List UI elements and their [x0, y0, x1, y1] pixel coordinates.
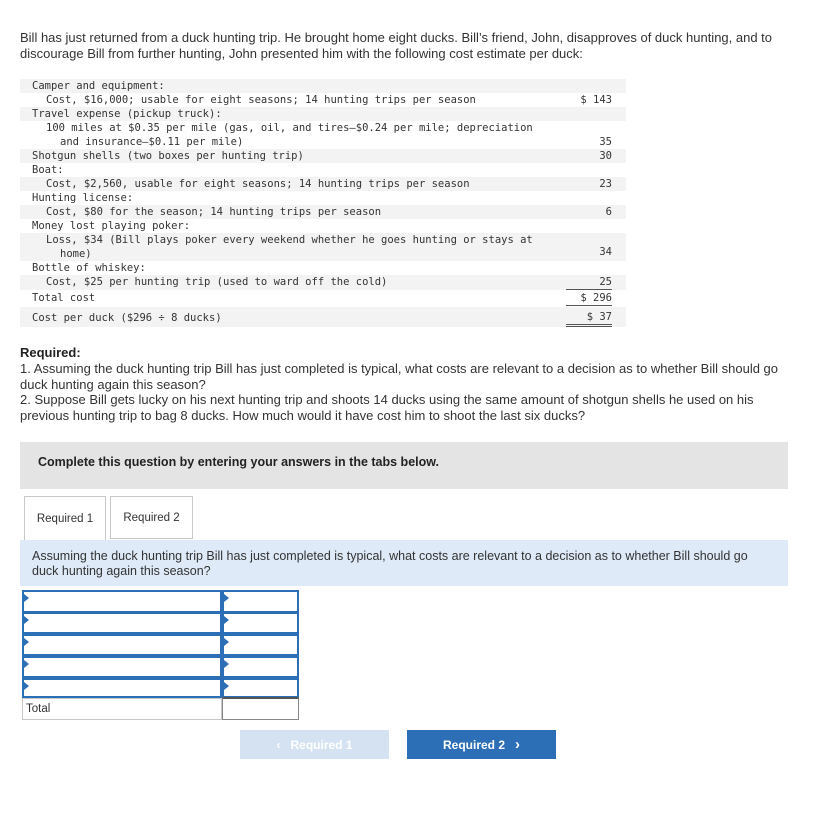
next-required-2-button[interactable]: [407, 730, 556, 759]
shells-value: 30: [599, 150, 612, 162]
problem-intro: Bill has just returned from a duck hunting trip. He brought home eight ducks. Bill’s friend, John, disapproves of duck hunting, and to discourage Bill from further hunting, John presented him with the following cost estimate per duck:: [20, 30, 773, 61]
next-button-label: Required 2: [442, 737, 505, 752]
boat-label: Boat:: [32, 164, 64, 176]
tab-required-1[interactable]: Required 1: [24, 496, 106, 540]
chevron-left-icon: ‹: [276, 737, 281, 752]
answer-label-input-2[interactable]: [22, 612, 222, 634]
dropdown-flag-icon: [24, 638, 29, 646]
answer-label-input-3[interactable]: [22, 634, 222, 656]
camper-value: $ 143: [580, 94, 612, 106]
table-row: [20, 290, 626, 307]
dropdown-flag-icon: [24, 616, 29, 624]
answer-value-input-2[interactable]: [222, 612, 299, 634]
total-row-label: Total: [22, 698, 222, 720]
dropdown-flag-icon: [224, 682, 229, 690]
required-question-1: 1. Assuming the duck hunting trip Bill has just completed is typical, what costs are relevant to a decision as to whether Bill should go duck hunting again this season?: [20, 361, 779, 392]
camper-detail: Cost, $16,000; usable for eight seasons; 14 hunting trips per season: [46, 94, 476, 106]
dropdown-flag-icon: [224, 616, 229, 624]
license-value: 6: [605, 206, 612, 218]
table-row: [20, 205, 626, 219]
license-label: Hunting license:: [32, 192, 134, 204]
table-row: [20, 107, 626, 121]
whiskey-label: Bottle of whiskey:: [32, 262, 146, 274]
required-question-2: 2. Suppose Bill gets lucky on his next hunting trip and shoots 14 ducks using the same amount of shotgun shells he used on his previous hunting trip to bag 8 ducks. How much would it have cost him to shoot the last six ducks?: [20, 392, 754, 423]
answer-value-input-3[interactable]: [222, 634, 299, 656]
table-row: [20, 233, 626, 261]
table-row: [20, 93, 626, 107]
table-row: [20, 261, 626, 275]
dropdown-flag-icon: [224, 660, 229, 668]
table-row: [20, 149, 626, 163]
shells-label: Shotgun shells (two boxes per hunting trip): [32, 150, 304, 162]
table-row: [20, 307, 626, 327]
table-row: [20, 121, 626, 149]
cost-estimate-table: [20, 79, 626, 327]
table-row: [20, 275, 626, 290]
travel-detail-line-2: and insurance—$0.11 per mile): [60, 136, 244, 148]
dropdown-flag-icon: [24, 660, 29, 668]
instruction-bar: Complete this question by entering your answers in the tabs below.: [20, 442, 788, 489]
dropdown-flag-icon: [224, 638, 229, 646]
per-duck-label: Cost per duck ($296 ÷ 8 ducks): [32, 312, 222, 324]
required-heading: Required:: [20, 345, 81, 360]
table-row: [20, 219, 626, 233]
poker-label: Money lost playing poker:: [32, 220, 191, 232]
boat-value: 23: [599, 178, 612, 190]
table-row: [20, 177, 626, 191]
answer-value-input-1[interactable]: [222, 590, 299, 613]
whiskey-detail: Cost, $25 per hunting trip (used to ward off the cold): [46, 276, 388, 288]
answer-label-input-5[interactable]: [22, 678, 222, 698]
travel-label: Travel expense (pickup truck):: [32, 108, 222, 120]
chevron-right-icon: ›: [515, 736, 520, 753]
table-row: [20, 79, 626, 93]
poker-detail-line-2: home): [60, 248, 92, 260]
total-cost-value: $ 296: [566, 291, 612, 306]
total-cost-label: Total cost: [32, 292, 96, 304]
prev-button-label: Required 1: [290, 737, 353, 752]
total-value-input[interactable]: [222, 697, 299, 720]
boat-detail: Cost, $2,560, usable for eight seasons; 14 hunting trips per season: [46, 178, 470, 190]
per-duck-value: $ 37: [566, 310, 612, 327]
travel-detail-line-1: 100 miles at $0.35 per mile (gas, oil, and tires—$0.24 per mile; depreciation: [46, 122, 533, 134]
whiskey-value: 25: [566, 275, 612, 290]
answer-label-input-1[interactable]: [22, 590, 222, 613]
question-prompt: Assuming the duck hunting trip Bill has just completed is typical, what costs are relevant to a decision as to whether Bill should go duck hunting again this season?: [20, 540, 788, 586]
table-row: [20, 191, 626, 205]
poker-value: 34: [599, 246, 612, 258]
license-detail: Cost, $80 for the season; 14 hunting trips per season: [46, 206, 382, 218]
dropdown-flag-icon: [24, 682, 29, 690]
answer-label-input-4[interactable]: [22, 656, 222, 678]
answer-value-input-4[interactable]: [222, 656, 299, 678]
poker-detail-line-1: Loss, $34 (Bill plays poker every weekend whether he goes hunting or stays at: [46, 234, 533, 246]
table-row: [20, 163, 626, 177]
dropdown-flag-icon: [224, 594, 229, 602]
tab-required-2[interactable]: Required 2: [110, 496, 193, 539]
dropdown-flag-icon: [24, 594, 29, 602]
prev-required-1-button[interactable]: [240, 730, 389, 759]
camper-label: Camper and equipment:: [32, 80, 165, 92]
travel-value: 35: [599, 136, 612, 148]
answer-value-input-5[interactable]: [222, 678, 299, 698]
